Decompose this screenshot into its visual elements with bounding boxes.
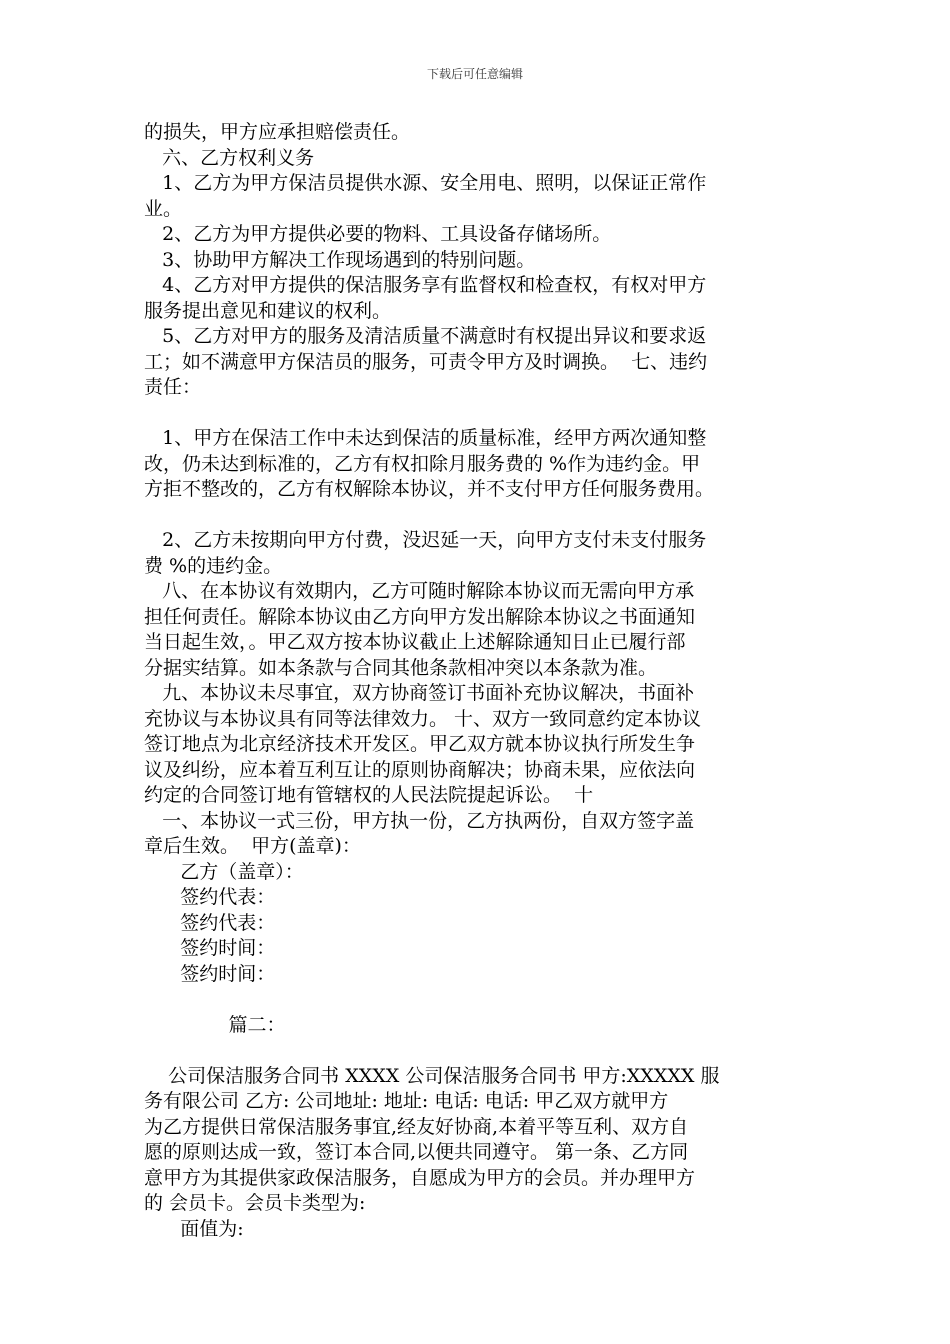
text-line: 工；如不满意甲方保洁员的服务，可责令甲方及时调换。 七、违约 (144, 350, 708, 373)
text-line: 4、乙方对甲方提供的保洁服务享有监督权和检查权，有权对甲方 (144, 274, 707, 296)
text-line: 责任： (144, 376, 202, 398)
text-line: 的 会员卡。会员卡类型为: (144, 1192, 366, 1214)
signature-line: 签约时间： (144, 962, 276, 985)
section-heading: 六、乙方权利义务 (144, 146, 315, 169)
text-line: 约定的合同签订地有管辖权的人民法院提起诉讼。 十 (144, 784, 594, 806)
text-line: 务有限公司 乙方: 公司地址: 地址: 电话: 电话: 甲乙双方就甲方 (144, 1090, 669, 1112)
text-line: 服务提出意见和建议的权利。 (144, 299, 392, 322)
text-line: 议及纠纷，应本着互利互让的原则协商解决；协商未果，应依法向 (144, 758, 696, 781)
text-line: 改，仍未达到标准的，乙方有权扣除月服务费的 %作为违约金。甲 (144, 452, 701, 475)
signature-line: 签约时间： (144, 937, 276, 959)
text-line: 业。 (144, 197, 183, 220)
blank-line (144, 1038, 809, 1064)
signature-line: 签约代表： (144, 911, 276, 934)
text-line: 担任何责任。解除本协议由乙方向甲方发出解除本协议之书面通知 (144, 605, 696, 628)
text-line: 愿的原则达成一致，签订本合同,以便共同遵守。 第一条、乙方同 (144, 1141, 689, 1163)
text-line: 分据实结算。如本条款与合同其他条款相冲突以本条款为准。 (144, 656, 658, 679)
signature-line: 乙方（盖章）： (144, 860, 304, 883)
document-body (144, 120, 809, 1242)
text-line: 章后生效。 甲方(盖章)： (144, 835, 361, 857)
text-line: 1、乙方为甲方保洁员提供水源、安全用电、照明，以保证正常作 (144, 172, 707, 194)
blank-line (144, 503, 809, 529)
text-line: 的损失，甲方应承担赔偿责任。 (144, 121, 411, 143)
text-line: 八、在本协议有效期内，乙方可随时解除本协议而无需向甲方承 (144, 580, 695, 602)
text-line: 2、乙方未按期向甲方付费，没迟延一天，向甲方支付未支付服务 (144, 529, 707, 551)
blank-line (144, 401, 809, 427)
text-line: 2、乙方为甲方提供必要的物料、工具设备存储场所。 (144, 223, 612, 245)
text-line: 1、甲方在保洁工作中未达到保洁的质量标准，经甲方两次通知整 (144, 427, 707, 449)
text-line: 意甲方为其提供家政保洁服务，自愿成为甲方的会员。并办理甲方 (144, 1166, 696, 1189)
text-line: 一、本协议一式三份，甲方执一份，乙方执两份，自双方签字盖 (144, 809, 695, 832)
text-line: 充协议与本协议具有同等法律效力。 十、双方一致同意约定本协议 (144, 707, 702, 730)
text-line: 九、本协议未尽事宜，双方协商签订书面补充协议解决，书面补 (144, 682, 695, 704)
text-line: 当日起生效，。甲乙双方按本协议截止上述解除通知日止已履行部 (144, 631, 686, 653)
text-line: 签订地点为北京经济技术开发区。甲乙双方就本协议执行所发生争 (144, 733, 696, 755)
page-header: 下载后可任意编辑 (426, 67, 523, 81)
text-line: 3、协助甲方解决工作现场遇到的特别问题。 (144, 248, 536, 271)
text-line: 方拒不整改的，乙方有权解除本协议，并不支付甲方任何服务费用。 (144, 478, 715, 500)
signature-line: 签约代表： (144, 886, 276, 908)
text-line: 公司保洁服务合同书 XXXX 公司保洁服务合同书 甲方:XXXXX 服 (144, 1064, 720, 1087)
text-line: 费 %的违约金。 (144, 554, 283, 577)
text-line: 为乙方提供日常保洁服务事宜,经友好协商,本着平等互利、双方自 (144, 1115, 689, 1138)
text-line: 面值为: (144, 1217, 244, 1240)
text-line: 5、乙方对甲方的服务及清洁质量不满意时有权提出异议和要求返 (144, 325, 707, 347)
blank-line (144, 987, 809, 1013)
part-heading: 篇二： (144, 1013, 286, 1036)
